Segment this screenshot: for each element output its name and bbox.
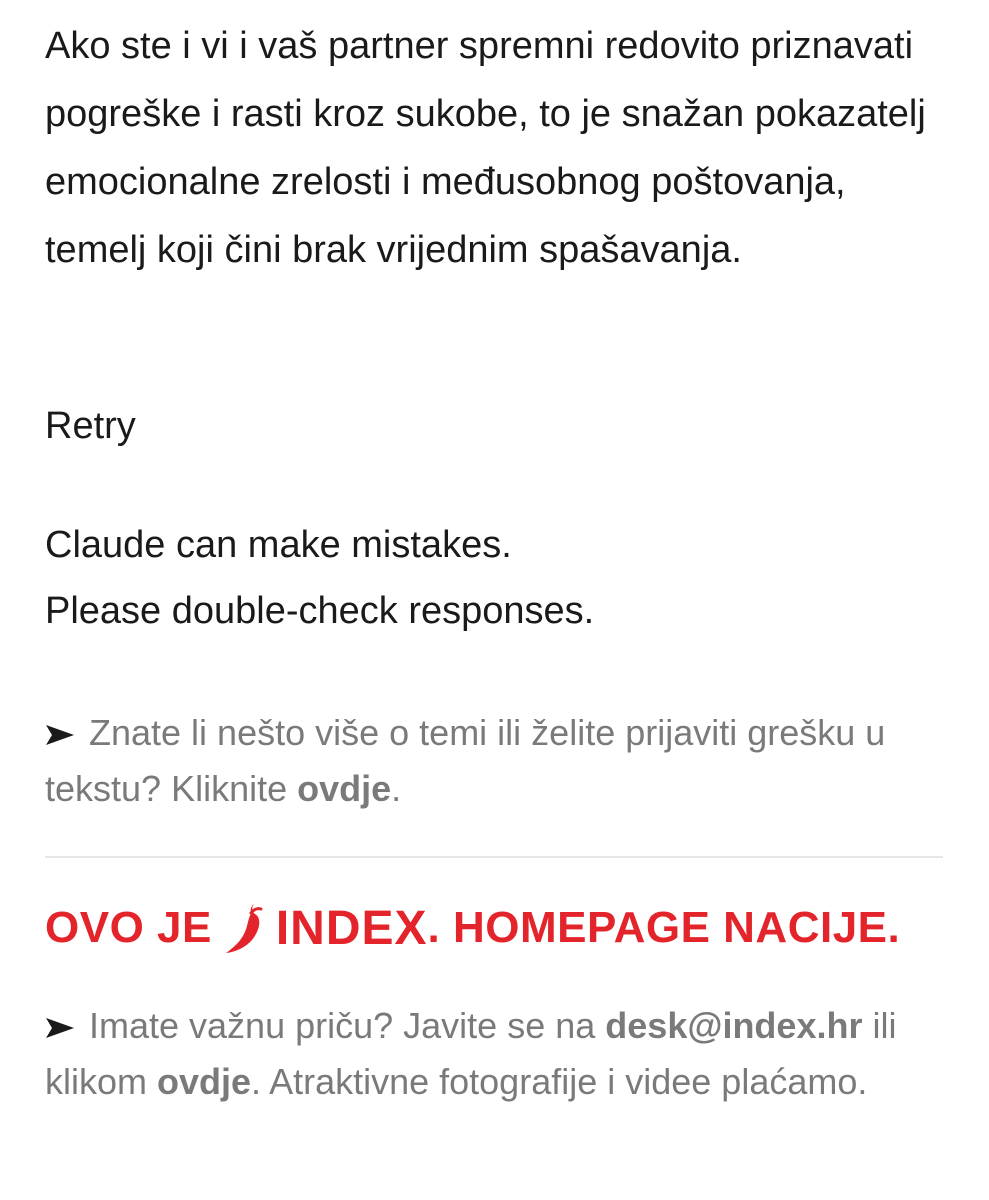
send-arrow-icon (45, 1017, 75, 1039)
section-divider (45, 856, 943, 858)
index-slogan-banner[interactable] (45, 896, 900, 960)
tip-text-2: ili klikom (45, 1005, 897, 1102)
ai-disclaimer (45, 512, 594, 644)
send-arrow-icon (45, 724, 75, 746)
slogan-suffix: . HOMEPAGE NACIJE. (427, 903, 901, 952)
article-paragraph: Ako ste i vi i vaš partner spremni redovito priznavati pogreške i rasti kroz sukobe, to je snažan pokazatelj emocionalne zrelosti i međusobnog poštovanja, temelj koji čini brak vrijednim spašavanja. (45, 25, 926, 271)
retry-text: Retry (45, 405, 136, 447)
feedback-notice (45, 705, 925, 817)
disclaimer-line-2: Please double-check responses. (45, 590, 595, 632)
tip-email-link[interactable]: desk@index.hr (605, 1005, 863, 1046)
tip-link[interactable]: ovdje (157, 1061, 252, 1102)
tip-text-1: Imate važnu priču? Javite se na (89, 1005, 606, 1046)
feedback-text: Znate li nešto više o temi ili želite prijaviti grešku u tekstu? Kliknite (45, 712, 886, 809)
index-logo-word: INDEX (275, 901, 428, 955)
news-tip-notice (45, 998, 925, 1110)
slogan-prefix: OVO JE (45, 903, 212, 952)
feedback-end: . (391, 768, 402, 809)
article-body (45, 12, 945, 284)
disclaimer-line-1: Claude can make mistakes. (45, 524, 512, 566)
tip-text-3: . Atraktivne fotografije i videe plaćamo. (251, 1061, 868, 1102)
chili-pepper-icon (224, 900, 268, 956)
feedback-link[interactable]: ovdje (297, 768, 392, 809)
